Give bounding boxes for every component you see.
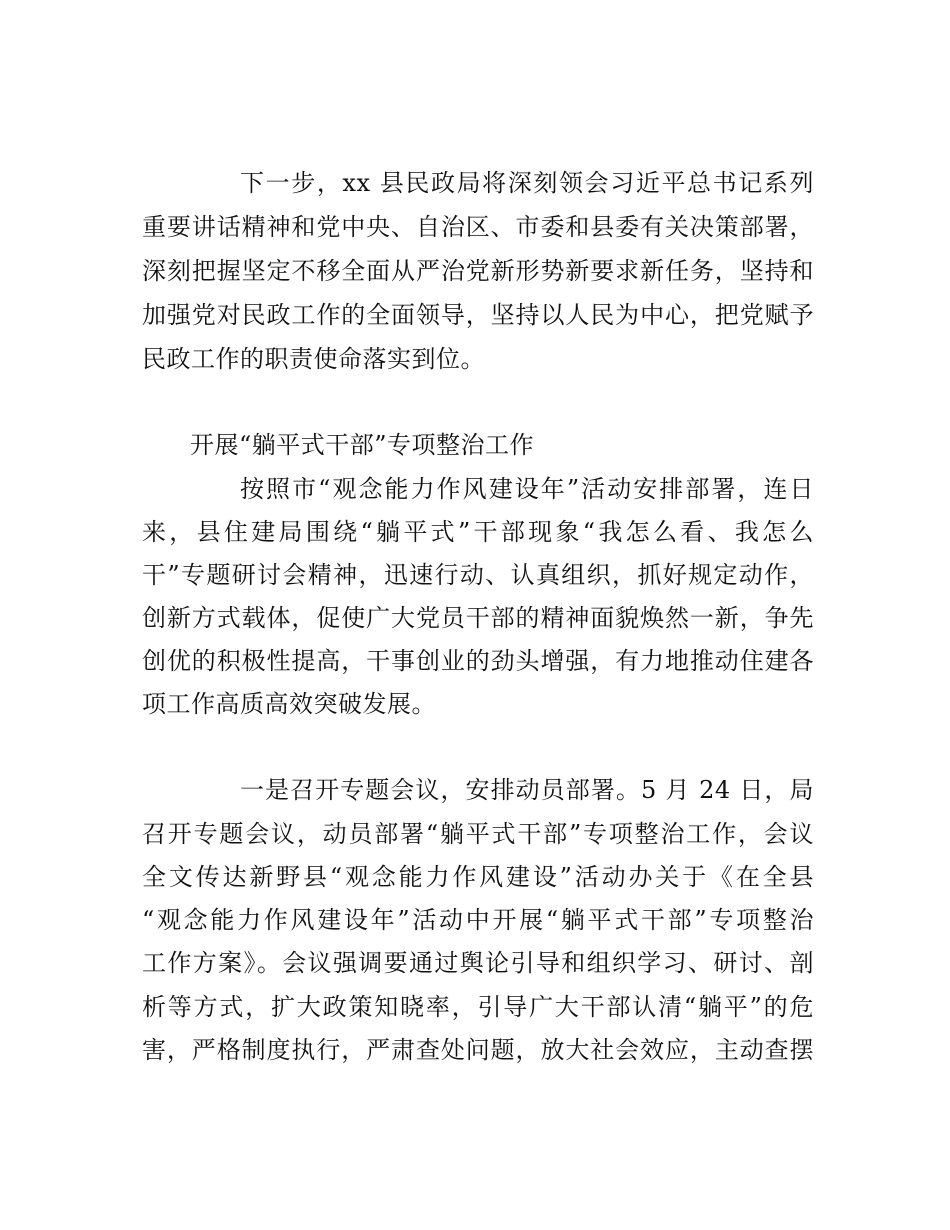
paragraph-2-line-3: 干”专题研讨会精神，迅速行动、认真组织，抓好规定动作， — [142, 561, 814, 589]
section-heading: 开展“躺平式干部”专项整治工作 — [190, 431, 535, 459]
paragraph-1-line-1: 下一步，xx 县民政局将深刻领会习近平总书记系列 — [240, 169, 814, 197]
paragraph-3-line-2: 召开专题会议，动员部署“躺平式干部”专项整治工作，会议 — [142, 820, 814, 848]
paragraph-3-line-1: 一是召开专题会议，安排动员部署。5 月 24 日，局 — [240, 776, 814, 804]
paragraph-3-line-7: 害，严格制度执行，严肃查处问题，放大社会效应，主动查摆 — [142, 1036, 814, 1064]
paragraph-2-line-4: 创新方式载体，促使广大党员干部的精神面貌焕然一新，争先 — [142, 604, 814, 632]
paragraph-1-line-5: 民政工作的职责使命落实到位。 — [142, 345, 485, 373]
paragraph-2-line-2: 来，县住建局围绕“躺平式”干部现象“我怎么看、我怎么 — [142, 518, 814, 546]
paragraph-2-line-6: 项工作高质高效突破发展。 — [142, 690, 436, 718]
paragraph-3-line-6: 析等方式，扩大政策知晓率，引导广大干部认清“躺平”的危 — [142, 993, 814, 1021]
paragraph-3-line-4: “观念能力作风建设年”活动中开展“躺平式干部”专项整治 — [142, 906, 814, 934]
paragraph-3-line-5: 工作方案》。会议强调要通过舆论引导和组织学习、研讨、剖 — [142, 949, 814, 977]
paragraph-3-line-3: 全文传达新野县“观念能力作风建设”活动办关于《在全县 — [142, 863, 814, 891]
paragraph-1-line-2: 重要讲话精神和党中央、自治区、市委和县委有关决策部署， — [142, 213, 814, 241]
paragraph-1-line-4: 加强党对民政工作的全面领导，坚持以人民为中心，把党赋予 — [142, 301, 814, 329]
paragraph-1-line-3: 深刻把握坚定不移全面从严治党新形势新要求新任务，坚持和 — [142, 257, 814, 285]
paragraph-2-line-5: 创优的积极性提高，干事创业的劲头增强，有力地推动住建各 — [142, 647, 814, 675]
paragraph-2-line-1: 按照市“观念能力作风建设年”活动安排部署，连日 — [240, 475, 814, 503]
